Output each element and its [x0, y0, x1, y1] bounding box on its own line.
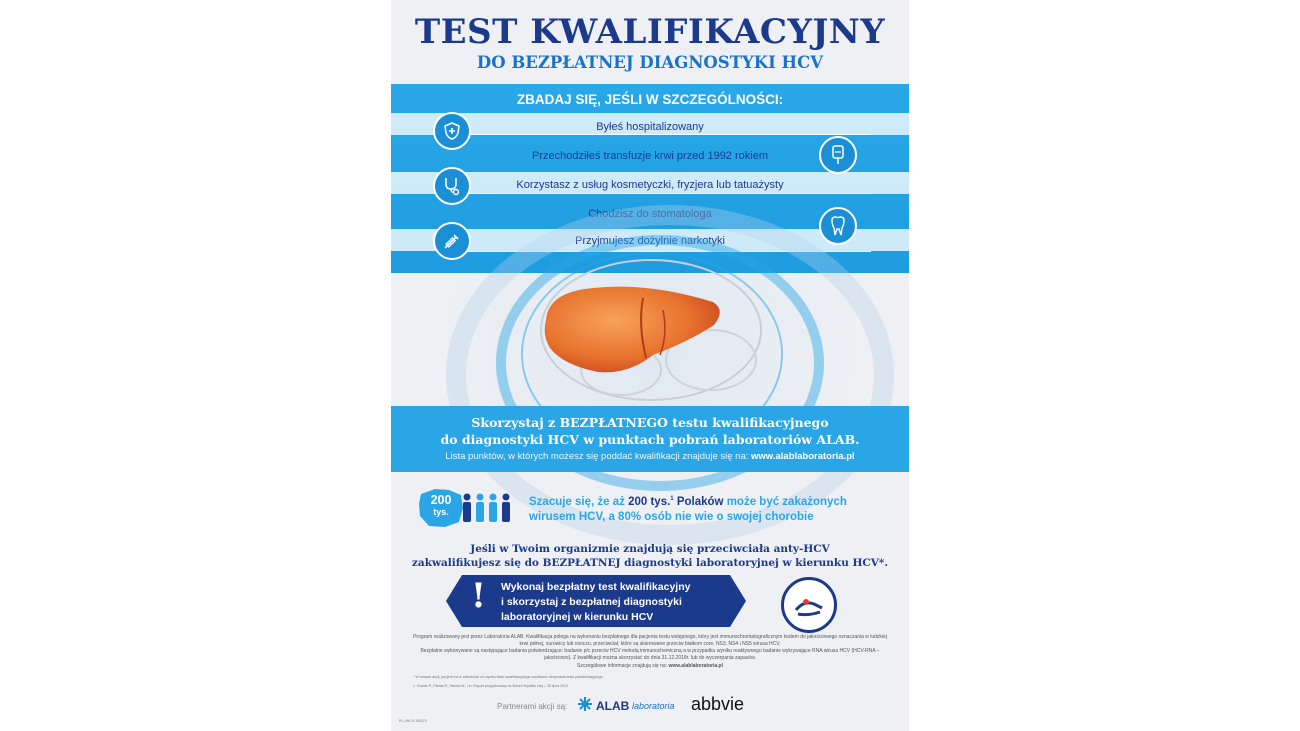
stethoscope-icon [433, 167, 471, 205]
fine-print: Program realizowany jest przez Laboratoria ALAB. Kwalifikacja polega na wykonaniu bezpłatnego dla pacjenta testu wstępnego, który jest immunochromatograficznym testem do jakościowego oznaczania w ludzkiej krwi pełnej, surowicy lub osoczu, przeciwciał, które są skierowane przeciw białkom core, NS3, NS4 i NS5 wirusa HCV. [413, 634, 887, 647]
badge-unit: tys. [433, 507, 449, 517]
stat-text: Szacuje się, że aż [529, 496, 625, 508]
website-link[interactable]: www.alablaboratoria.pl [751, 451, 855, 462]
action-line: i skorzystaj z bezpłatnej diagnostyki [501, 596, 682, 608]
stat-text: Polaków [676, 496, 724, 508]
footnote: 1. Godzik P., Flisiak R., Halota W., i in. Raport przygotowany na World Hepatitis Day – 28 lipca 2019 [413, 684, 568, 688]
stat-number: 200 tys. [628, 496, 671, 508]
alab-logo: ALAB [596, 699, 630, 713]
main-title: TEST KWALIFIKACYJNY [414, 12, 886, 52]
document-code: PL-VHCV-190023 [399, 719, 427, 723]
risk-item: Byłeś hospitalizowany [596, 121, 704, 133]
stat-line [529, 496, 847, 508]
fine-print-link[interactable]: www.alablaboratoria.pl [668, 663, 723, 669]
tooth-icon [819, 207, 857, 245]
exclamation-icon: ! [471, 576, 486, 616]
finger-test-icon [781, 577, 837, 633]
badge-number: 200 [430, 493, 452, 507]
action-line: Wykonaj bezpłatny test kwalifikacyjny [501, 581, 691, 593]
cta-line: do diagnostyki HCV w punktach pobrań laboratoriów ALAB. [440, 432, 860, 447]
qualify-line: zakwalifikujesz się do BEZPŁATNEJ diagnostyki laboratoryjnej w kierunku HCV*. [411, 557, 889, 569]
footnote-ref: 1 [670, 496, 674, 503]
fine-print [411, 663, 889, 670]
divider [451, 134, 871, 135]
people-icon [461, 492, 513, 524]
subtitle: DO BEZPŁATNEJ DIAGNOSTYKI HCV [476, 53, 824, 72]
syringe-icon [433, 222, 471, 260]
shield-cross-icon [433, 112, 471, 150]
poster [391, 0, 909, 731]
risk-item: Korzystasz z usług kosmetyczki, fryzjera lub tatuażysty [516, 179, 784, 191]
action-line: laboratoryjnej w kierunku HCV [501, 611, 654, 623]
cta-info [391, 451, 909, 462]
cta-info-text: Lista punktów, w których możesz się poddać kwalifikacji znajduje się na: [445, 451, 749, 462]
risk-item: Przyjmujesz dożylnie narkotyki [575, 235, 725, 247]
risk-item: Chodzisz do stomatologa [588, 208, 712, 220]
divider [451, 193, 871, 194]
fine-print: Bezpłatne wykonywane są następujące badania potwierdzające: badanie p/c przeciw HCV metodą immunochemiczną a w przypadku wyniku reaktywnego badanie wykrywające RNA wirusa HCV (HCV-RNA – jakościowo). Z kwalifikacji można skorzystać do dnia 31.12.2018r. lub do wyczerpania zapasów. [420, 648, 880, 661]
risk-item: Przechodziłeś transfuzje krwi przed 1992 rokiem [532, 150, 768, 162]
blood-bag-icon [819, 136, 857, 174]
alab-logo-sub: laboratoria [632, 701, 675, 711]
abbvie-logo: abbvie [691, 694, 745, 714]
alab-logo-icon [577, 696, 593, 712]
stat-text: może być zakażonych [726, 496, 847, 508]
fine-print-text: Szczegółowe informacje znajdują się na: [576, 663, 668, 669]
qualify-line: Jeśli w Twoim organizmie znajdują się przeciwciała anty-HCV [470, 543, 830, 555]
liver-image [538, 280, 728, 380]
cta-line: Skorzystaj z BEZPŁATNEGO testu kwalifikacyjnego [471, 415, 829, 430]
footnote: * W ramach akcji, pacjent ma w zależności od wyniku testu kwalifikacyjnego możliwość otrzymania testu potwierdzającego. [413, 675, 604, 679]
stat-line: wirusem HCV, a 80% osób nie wie o swojej chorobie [529, 511, 814, 523]
partners-label: Partnerami akcji są: [497, 702, 568, 711]
risk-heading: ZBADAJ SIĘ, JEŚLI W SZCZEGÓLNOŚCI: [516, 92, 784, 107]
